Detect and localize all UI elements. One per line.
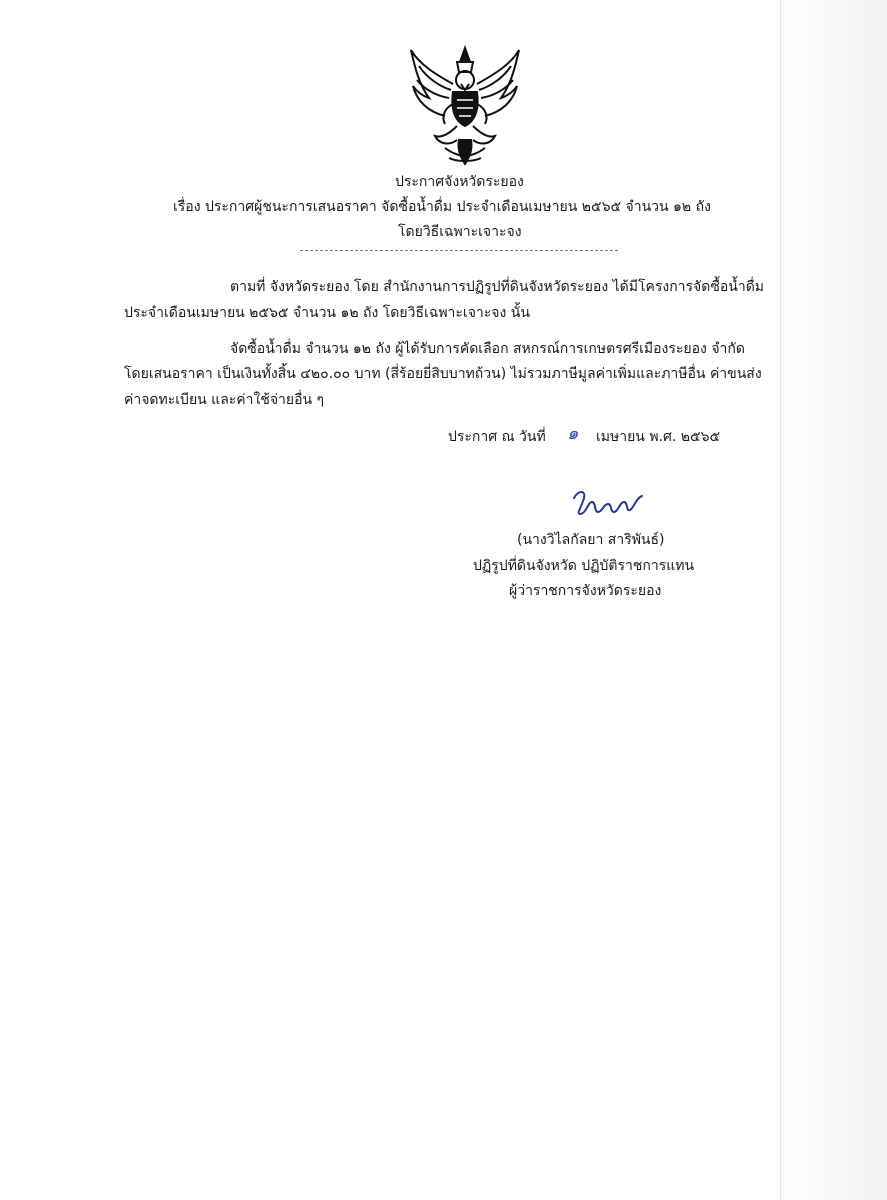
paragraph-1-line-1: ตามที่ จังหวัดระยอง โดย สำนักงานการปฏิรูปที่ดินจังหวัดระยอง ได้มีโครงการจัดซื้อน้ำดื่ม (230, 279, 765, 295)
announcement-method: โดยวิธีเฉพาะเจาะจง (398, 224, 522, 240)
page-fold-line (780, 0, 781, 1200)
paragraph-2-line-2: โดยเสนอราคา เป็นเงินทั้งสิ้น ๔๒๐.๐๐ บาท (สี่ร้อยยี่สิบบาทถ้วน) ไม่รวมภาษีมูลค่าเพิ่มและภาษีอื่น ค่าขนส่ง (124, 366, 762, 382)
header-divider (300, 250, 618, 251)
garuda-emblem (405, 44, 525, 169)
date-prefix: ประกาศ ณ วันที่ (448, 429, 546, 445)
date-month-year: เมษายน พ.ศ. ๒๕๖๕ (596, 429, 721, 445)
signer-position-2: ผู้ว่าราชการจังหวัดระยอง (509, 583, 662, 599)
paragraph-2-line-1: จัดซื้อน้ำดื่ม จำนวน ๑๒ ถัง ผู้ได้รับการคัดเลือก สหกรณ์การเกษตรศรีเมืองระยอง จำกัด (230, 341, 745, 357)
signer-name: (นางวิไลกัลยา สาริพันธ์) (517, 532, 665, 548)
signer-position-1: ปฏิรูปที่ดินจังหวัด ปฏิบัติราชการแทน (473, 558, 695, 574)
paragraph-2-line-3: ค่าจดทะเบียน และค่าใช้จ่ายอื่น ๆ (124, 392, 325, 408)
date-day: ๑ (567, 423, 579, 444)
paragraph-1-line-2: ประจำเดือนเมษายน ๒๕๖๕ จำนวน ๑๒ ถัง โดยวิธีเฉพาะเจาะจง นั้น (124, 305, 530, 321)
announcement-subject: เรื่อง ประกาศผู้ชนะการเสนอราคา จัดซื้อน้ำดื่ม ประจำเดือนเมษายน ๒๕๖๕ จำนวน ๑๒ ถัง (173, 199, 711, 215)
signature-mark (568, 484, 648, 520)
page-edge-shadow (777, 0, 887, 1200)
announcement-org: ประกาศจังหวัดระยอง (395, 174, 524, 190)
